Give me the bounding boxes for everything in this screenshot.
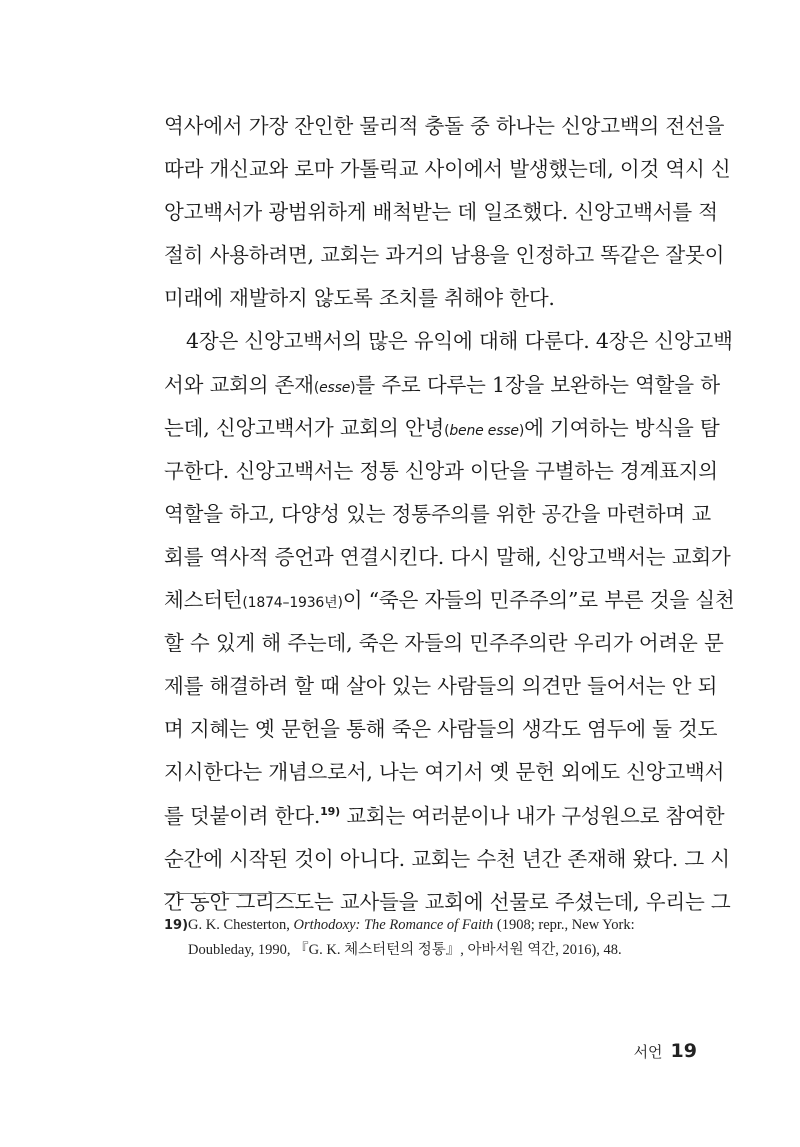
text-line: 미래에 재발하지 않도록 조치를 취해야 한다. [164,286,555,311]
text-line [164,364,720,407]
footnote [164,913,704,963]
footnote-line: Doubleday, 1990, 『G. K. 체스터턴의 정통』, 아바서원 역간, 2016), 48. [188,942,622,958]
footnote-book-title: Orthodoxy: The Romance of Faith [293,917,494,933]
text-line: 4장은 신앙고백서의 많은 유익에 대해 다룬다. 4장은 신앙고백 [186,329,733,354]
text-line: 절히 사용하려면, 교회는 과거의 남용을 인정하고 똑같은 잘못이 [164,243,725,268]
text-line: 할 수 있게 해 주는데, 죽은 자들의 민주주의란 우리가 어려운 문 [164,631,724,656]
latin-term: bene esse [449,422,519,439]
text-run: 체스터턴 [164,588,243,613]
text-line: 제를 해결하려 할 때 살아 있는 사람들의 의견만 들어서는 안 되 [164,674,718,699]
footnote-line [164,913,704,938]
paren-open: ( [444,422,450,439]
text-run: 교회는 여러분이나 내가 구성원으로 참여한 [339,803,725,828]
text-line: 따라 개신교와 로마 가톨릭교 사이에서 발생했는데, 이것 역시 신 [164,157,731,182]
page-number: 19 [670,1040,697,1062]
paren-open: ( [313,379,320,396]
footnote-divider [164,893,296,894]
text-line [164,579,735,622]
text-run: 서와 교회의 존재 [164,372,314,397]
text-line [164,407,720,450]
footnote-publication: (1908; repr., New York: [493,917,635,933]
text-line [164,795,725,838]
text-line: 회를 역사적 증언과 연결시킨다. 다시 말해, 신앙고백서는 교회가 [164,544,731,569]
footnote-ref[interactable]: 19) [320,804,340,818]
text-run: 를 주로 다루는 1장을 보완하는 역할을 하 [355,372,720,397]
date-range: (1874–1936년) [242,595,343,612]
text-run: 이 “죽은 자들의 민주주의”로 부른 것을 실천 [342,588,735,613]
text-line: 순간에 시작된 것이 아니다. 교회는 수천 년간 존재해 왔다. 그 시 [164,846,730,871]
text-run: 에 기여하는 방식을 탐 [524,415,720,440]
text-line: 구한다. 신앙고백서는 정통 신앙과 이단을 구별하는 경계표지의 [164,458,718,483]
footnote-author: G. K. Chesterton, [188,917,294,933]
text-line: 며 지혜는 옛 문헌을 통해 죽은 사람들의 생각도 염두에 둘 것도 [164,717,718,742]
paren-close: ) [350,379,356,396]
text-line: 역사에서 가장 잔인한 물리적 충돌 중 하나는 신앙고백의 전선을 [164,114,725,138]
text-line: 간 동안 그리스도는 교사들을 교회에 선물로 주셨는데, 우리는 그 [164,889,731,914]
footnote-number: 19) [164,918,189,933]
text-line: 역할을 하고, 다양성 있는 정통주의를 위한 공간을 마련하며 교 [164,501,711,526]
paren-close: ) [518,422,525,439]
text-run: 는데, 신앙고백서가 교회의 안녕 [164,415,445,440]
section-name: 서언 [633,1043,663,1061]
text-line: 앙고백서가 광범위하게 배척받는 데 일조했다. 신앙고백서를 적 [164,200,718,225]
page-footer [634,1040,697,1062]
text-run: 를 덧붙이려 한다. [164,803,321,828]
text-line: 지시한다는 개념으로서, 나는 여기서 옛 문헌 외에도 신앙고백서 [164,760,725,785]
main-text [164,105,735,924]
latin-term: esse [319,379,351,396]
